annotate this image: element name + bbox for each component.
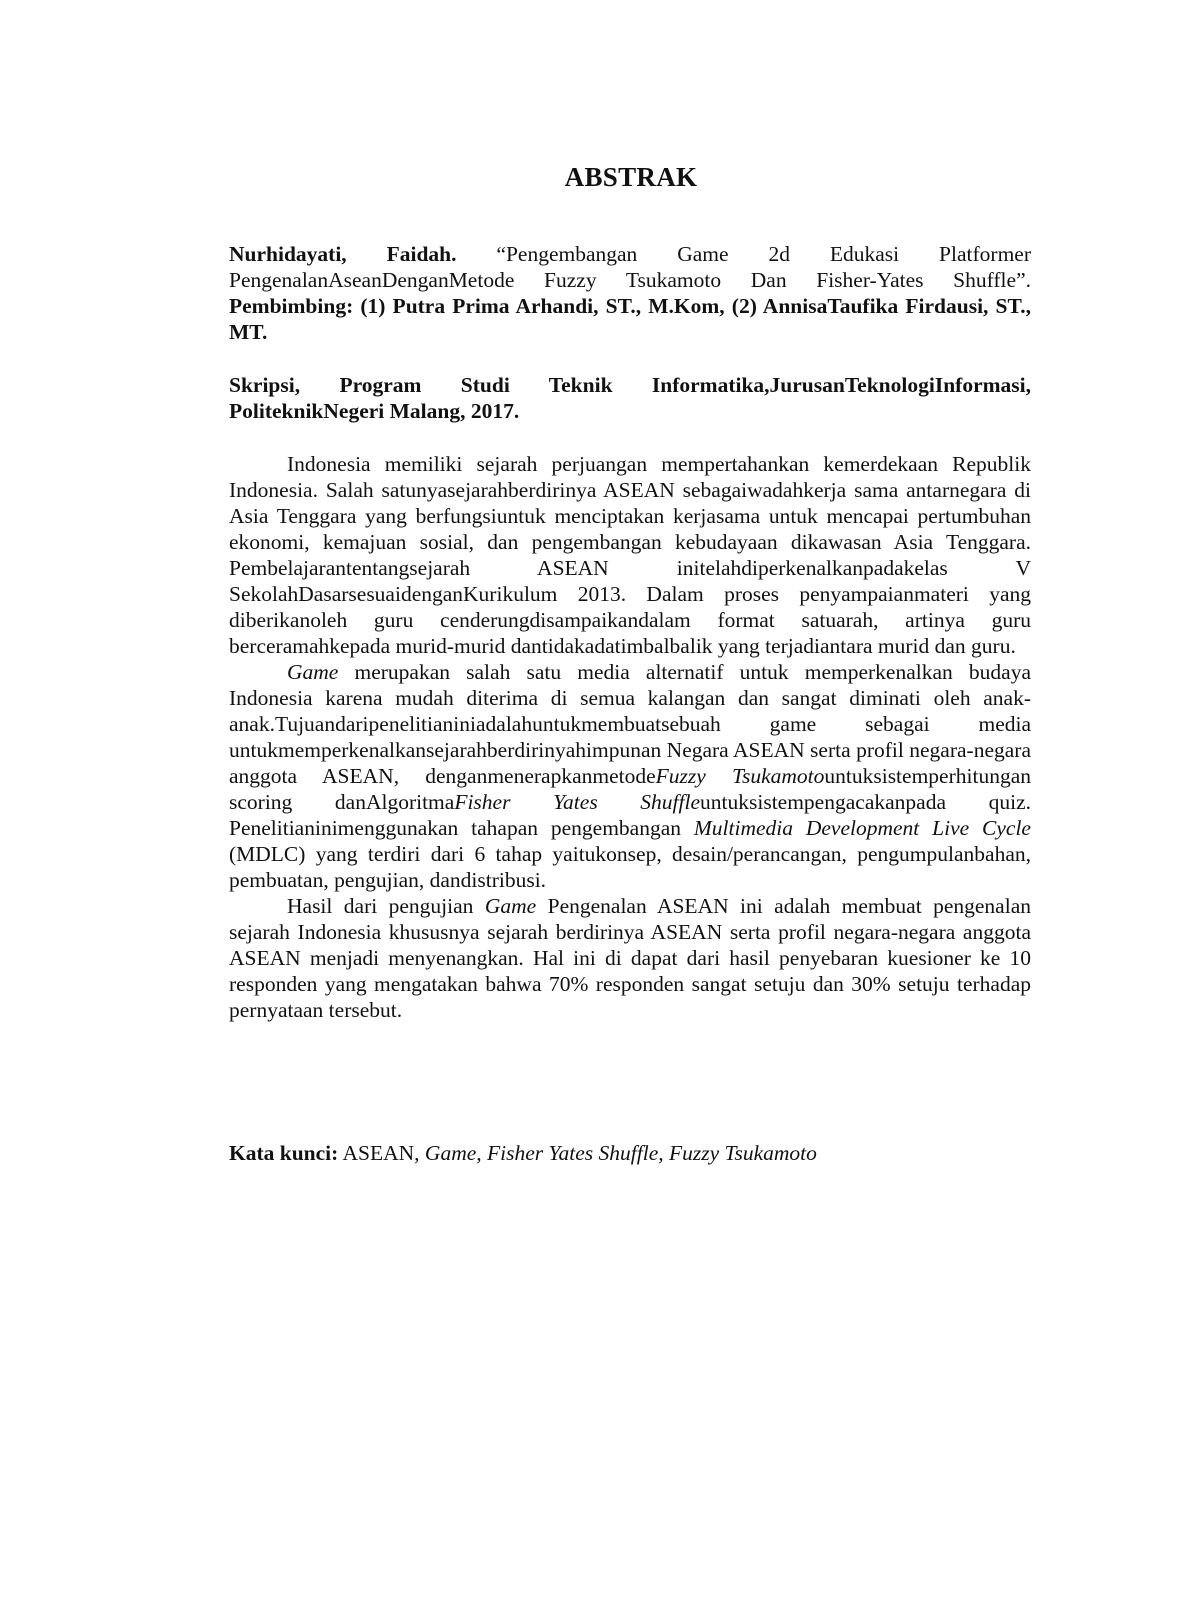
author-name: Nurhidayati, Faidah. [229, 242, 457, 266]
citation-block [229, 241, 1031, 345]
keywords-plain: ASEAN, [338, 1141, 425, 1165]
text-segment: merupakan salah satu media alternatif untuk memperkenalkan budaya Indonesia karena mudah diterima di semua kalangan dan sangat diminati oleh anak-anak.Tujuandaripenelitianiniadalahuntukmembuatsebuah game sebagai media untukmemperkenalkansejarahberdirinyahimpunan Negara ASEAN serta profil negara-negara anggota ASEAN, denganmenerapkanmetode [229, 660, 1031, 788]
text-segment: (MDLC) yang terdiri dari 6 tahap yaitukonsep, desain/perancangan, pengumpulanbahan, pembuatan, pengujian, dandistribusi. [229, 842, 1031, 892]
game-term: Game [287, 660, 339, 684]
abstract-paragraph-1: Indonesia memiliki sejarah perjuangan mempertahankan kemerdekaan Republik Indonesia. Salah satunyasejarahberdirinya ASEAN sebagaiwadahkerja sama antarnegara di Asia Tenggara yang berfungsiuntuk menciptakan kerjasama untuk mencapai pertumbuhan ekonomi, kemajuan sosial, dan pengembangan kebudayaan dikawasan Asia Tenggara. Pembelajarantentangsejarah ASEAN initelahdiperkenalkanpadakelas V SekolahDasarsesuaidenganKurikulum 2013. Dalam proses penyampaianmateri yang diberikanoleh guru cenderungdisampaikandalam format satuarah, artinya guru berceramahkepada murid-murid dantidakadatimbalbalik yang terjadiantara murid dan guru. [229, 452, 1031, 658]
keywords-label: Kata kunci: [229, 1141, 339, 1165]
keywords-italic: Game, Fisher Yates Shuffle, Fuzzy Tsukamoto [424, 1141, 817, 1165]
keywords-line [229, 1140, 1031, 1166]
text-segment: Hasil dari pengujian [287, 894, 485, 918]
mdlc-term: Multimedia Development Live Cycle [693, 816, 1031, 840]
abstract-body [229, 241, 1031, 1023]
fuzzy-term: Fuzzy Tsukamoto [655, 764, 825, 788]
work-title: “Pengembangan Game 2d Edukasi Platformer PengenalanAseanDenganMetode Fuzzy Tsukamoto Dan Fisher-Yates Shuffle”. [229, 242, 1031, 292]
game-term: Game [484, 894, 537, 918]
supervisors: Pembimbing: (1) Putra Prima Arhandi, ST., M.Kom, (2) AnnisaTaufika Firdausi, ST., MT. [229, 294, 1031, 344]
abstract-paragraph-3 [229, 893, 1031, 1023]
text-segment: untuksistempengacakanpada quiz. Penelitianinimenggunakan tahapan pengembangan [229, 790, 1031, 840]
fisher-yates-term: Fisher Yates Shuffle [454, 790, 701, 814]
abstract-paragraph-2 [229, 659, 1031, 893]
thesis-info: Skripsi, Program Studi Teknik Informatika,JurusanTeknologiInformasi, PoliteknikNegeri Malang, 2017. [229, 373, 1031, 423]
text-segment: Pengenalan ASEAN ini adalah membuat pengenalan sejarah Indonesia khususnya sejarah berdirinya ASEAN serta profil negara-negara anggota ASEAN menjadi menyenangkan. Hal ini di dapat dari hasil penyebaran kuesioner ke 10 responden yang mengatakan bahwa 70% responden sangat setuju dan 30% setuju terhadap pernyataan tersebut. [229, 894, 1031, 1022]
page-title: ABSTRAK [564, 162, 698, 192]
text-segment: untuksistemperhitungan scoring danAlgoritma [229, 764, 1031, 814]
